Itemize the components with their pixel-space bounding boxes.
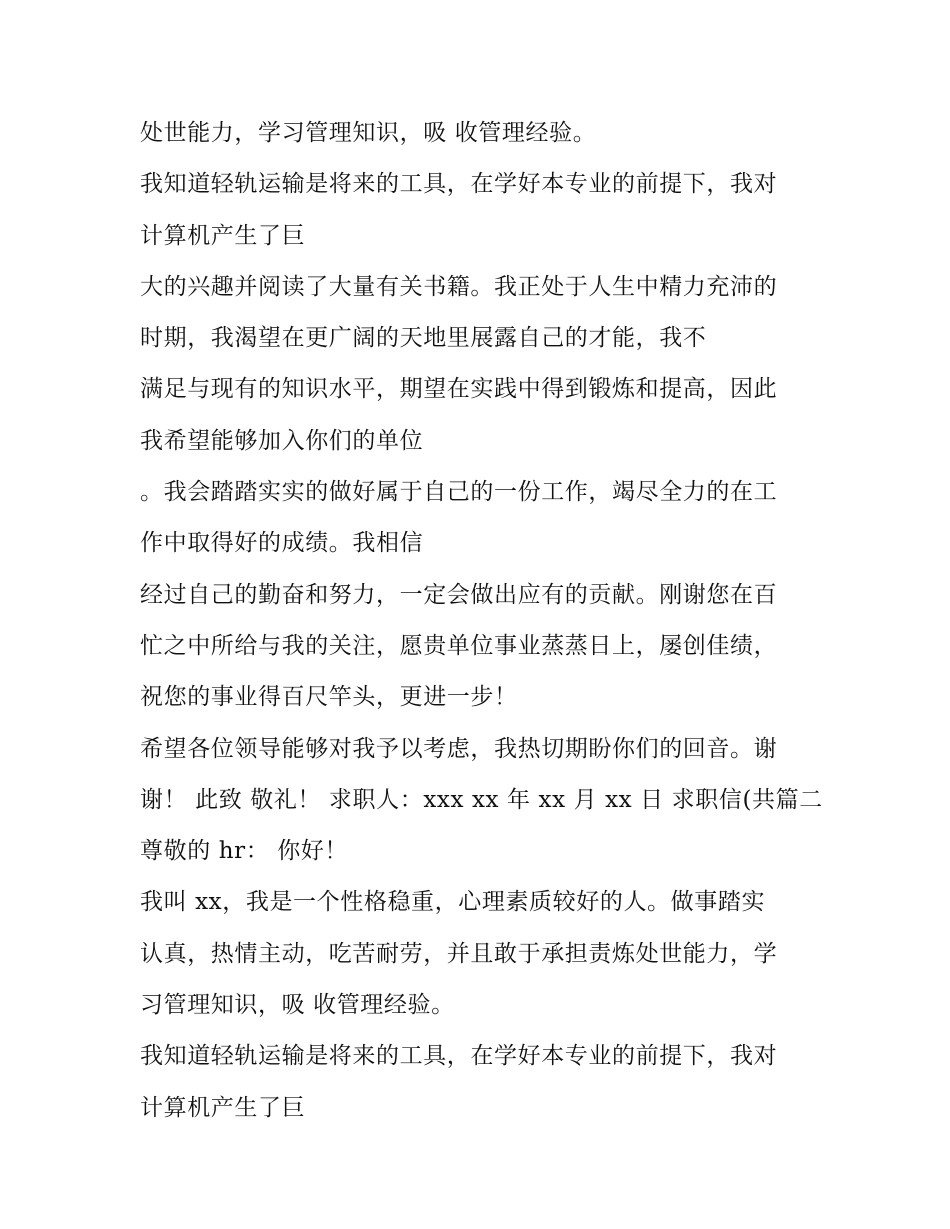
text-line: 希望各位领导能够对我予以考虑，我热切期盼你们的回音。谢 xyxy=(140,735,778,762)
text-line: 我希望能够加入你们的单位 xyxy=(140,427,424,454)
text-line: 计算机产生了巨 xyxy=(140,1094,306,1121)
text-line: 处世能力，学习管理知识，吸 收管理经验。 xyxy=(140,120,597,146)
text-line: 我知道轻轨运输是将来的工具，在学好本专业的前提下，我对 xyxy=(140,171,778,198)
text-line: 谢！ 此致 敬礼！ 求职人：xxx xx 年 xx 月 xx 日 求职信(共篇二 xyxy=(140,786,823,813)
text-line: 满足与现有的知识水平，期望在实践中得到锻炼和提高，因此 xyxy=(140,376,778,403)
text-line: 认真，热情主动，吃苦耐劳，并且敢于承担责炼处世能力，学 xyxy=(140,940,778,967)
document-body xyxy=(140,108,830,1134)
text-line: 尊敬的 hr： 你好！ xyxy=(140,838,349,865)
text-line: 。我会踏踏实实的做好属于自己的一份工作，竭尽全力的在工 xyxy=(140,479,778,506)
text-line: 忙之中所给与我的关注，愿贵单位事业蒸蒸日上，屡创佳绩， xyxy=(140,632,778,659)
text-line: 我叫 xx，我是一个性格稳重，心理素质较好的人。做事踏实 xyxy=(140,889,766,916)
text-line: 经过自己的勤奋和努力，一定会做出应有的贡献。刚谢您在百 xyxy=(140,581,778,608)
text-line: 我知道轻轨运输是将来的工具，在学好本专业的前提下，我对 xyxy=(140,1043,778,1070)
text-line: 祝您的事业得百尺竿头，更进一步！ xyxy=(140,684,518,711)
text-line: 大的兴趣并阅读了大量有关书籍。我正处于人生中精力充沛的 xyxy=(140,273,778,300)
text-line: 计算机产生了巨 xyxy=(140,222,306,249)
text-line: 习管理知识，吸 收管理经验。 xyxy=(140,992,455,1019)
text-line: 时期，我渴望在更广阔的天地里展露自己的才能，我不 xyxy=(140,325,707,352)
text-line: 作中取得好的成绩。我相信 xyxy=(140,530,424,557)
